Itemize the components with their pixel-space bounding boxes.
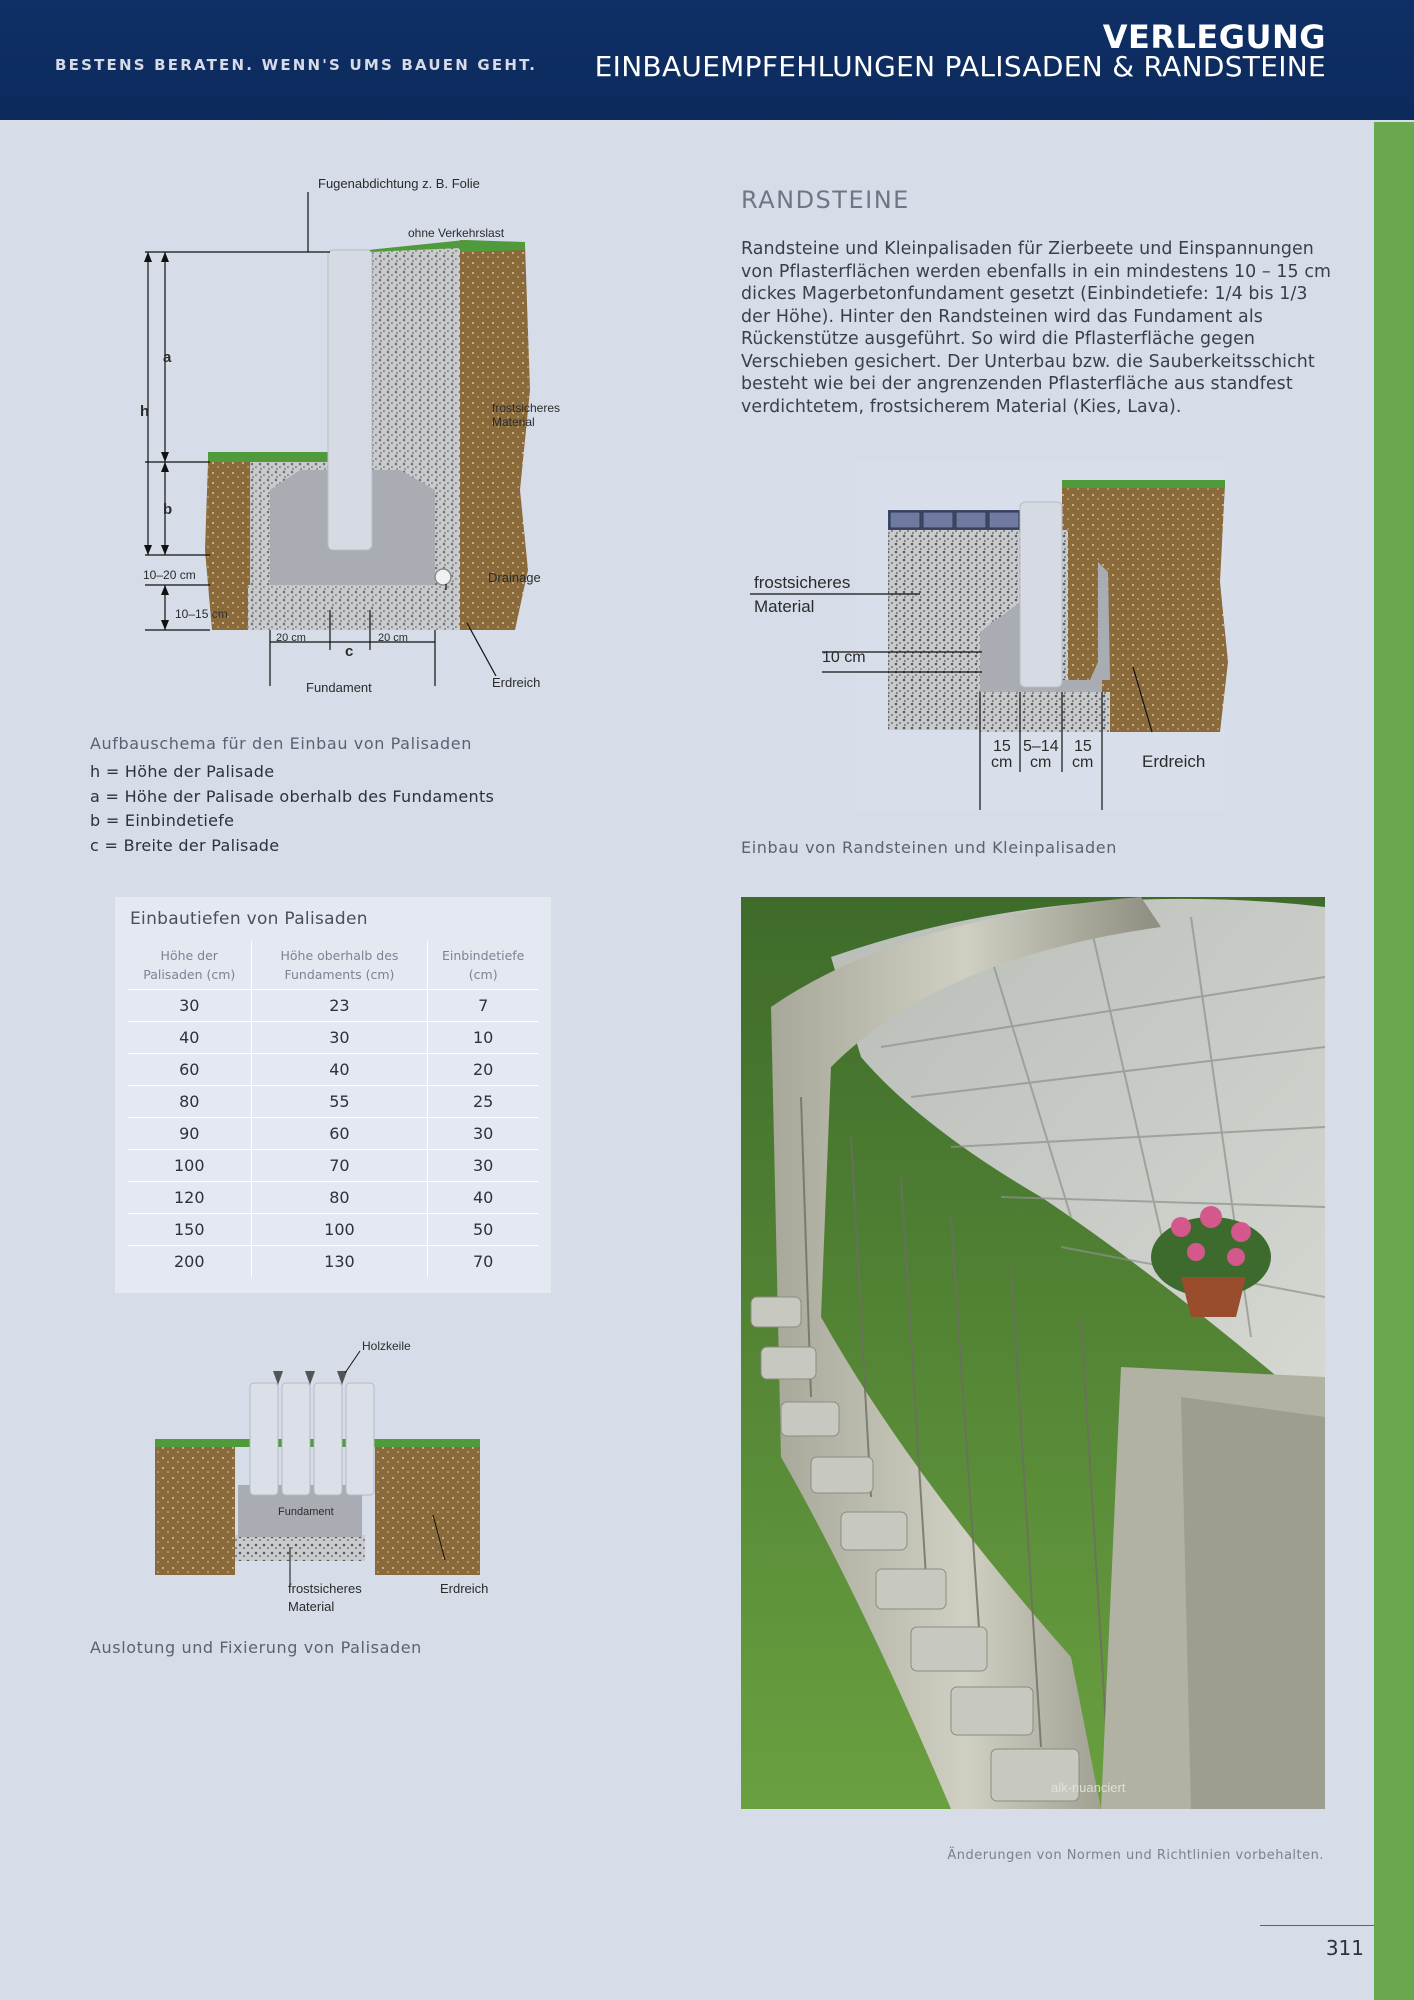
table-title: Einbautiefen von Palisaden xyxy=(130,909,368,929)
page-divider xyxy=(1260,1925,1374,1926)
table-cell: 40 xyxy=(128,1021,251,1053)
table-row xyxy=(128,1085,538,1117)
table-cell: 40 xyxy=(251,1053,428,1085)
table-cell: 25 xyxy=(428,1085,538,1117)
palisade-diagram xyxy=(130,176,561,700)
legend-item: h = Höhe der Palisade xyxy=(90,762,275,781)
table-header: Höhe der Palisaden (cm) xyxy=(128,941,251,989)
table-row xyxy=(128,1053,538,1085)
label-verkehrslast: ohne Verkehrslast xyxy=(408,226,505,240)
page-subtitle: EINBAUEMPFEHLUNGEN PALISADEN & RANDSTEINE xyxy=(594,50,1326,83)
label-10cm: 10 cm xyxy=(822,649,866,666)
label-c: c xyxy=(345,643,354,660)
tagline: BESTENS BERATEN. WENN'S UMS BAUEN GEHT. xyxy=(55,56,538,74)
label-a: a xyxy=(163,349,172,366)
label-material-1: frostsicheres xyxy=(492,401,561,415)
table-cell: 30 xyxy=(428,1149,538,1181)
label-erdreich: Erdreich xyxy=(492,675,541,690)
label-20cm-left: 20 cm xyxy=(276,632,306,644)
table-row xyxy=(128,1245,538,1277)
label-folie: Fugenabdichtung z. B. Folie xyxy=(318,176,480,191)
label-b: b xyxy=(163,501,173,518)
table-cell: 80 xyxy=(251,1181,428,1213)
table-cell: 150 xyxy=(128,1213,251,1245)
table-header: Einbindetiefe (cm) xyxy=(441,947,525,982)
label-15a: 15 xyxy=(993,738,1011,755)
curbstone-diagram xyxy=(750,462,1270,812)
table-cell: 60 xyxy=(251,1117,428,1149)
table-cell: 60 xyxy=(128,1053,251,1085)
label-material-d2b: Material xyxy=(754,597,815,616)
table-cell: 7 xyxy=(428,989,538,1021)
section-title: RANDSTEINE xyxy=(741,186,910,214)
label-material-3b: Material xyxy=(288,1599,335,1614)
section-body: Randsteine und Kleinpalisaden für Zierbeete und Einspannungen von Pflasterflächen werden ebenfalls in ein mindestens 10 – 15 cm dickes Magerbetonfundament gesetzt (Einbindetiefe: 1/4 bis 1/3 der Höhe). Hinter den Randsteinen wird das Fundament als Rückenstütze ausgeführt. So wird die Pflasterfläche gegen Verschieben gesichert. Der Unterbau bzw. die Sauberkeitsschicht besteht wie bei der angrenzenden Pflasterfläche aus standfest verdichtetem, frostsicherem Material (Kies, Lava). xyxy=(741,239,1332,417)
table-cell: 100 xyxy=(128,1149,251,1181)
table-row xyxy=(128,1181,538,1213)
label-holzkeile: Holzkeile xyxy=(362,1339,411,1353)
table-row xyxy=(128,1117,538,1149)
diagram2-caption: Einbau von Randsteinen und Kleinpalisaden xyxy=(741,838,1117,857)
table-cell: 80 xyxy=(128,1085,251,1117)
label-15b: 15 xyxy=(1074,738,1092,755)
table-header: Höhe oberhalb des Fundaments (cm) xyxy=(251,941,428,989)
table-row xyxy=(128,1149,538,1181)
table-cell: 90 xyxy=(128,1117,251,1149)
table-cell: 100 xyxy=(251,1213,428,1245)
table-cell: 30 xyxy=(128,989,251,1021)
header-banner xyxy=(0,0,1414,120)
table-cell: 55 xyxy=(251,1085,428,1117)
depth-table xyxy=(128,941,538,1277)
label-20cm-right: 20 cm xyxy=(378,632,408,644)
label-cm-b: cm xyxy=(1030,754,1052,771)
alignment-diagram xyxy=(150,1335,490,1620)
label-cm-a: cm xyxy=(991,754,1013,771)
label-material-2: Material xyxy=(492,415,535,429)
table-cell: 30 xyxy=(251,1021,428,1053)
label-cm-c: cm xyxy=(1072,754,1094,771)
footer-note: Änderungen von Normen und Richtlinien vorbehalten. xyxy=(947,1848,1324,1863)
diagram1-caption: Aufbauschema für den Einbau von Palisaden xyxy=(90,734,472,753)
table-cell: 23 xyxy=(251,989,428,1021)
label-erdreich-d2: Erdreich xyxy=(1142,752,1206,771)
label-drainage: Drainage xyxy=(488,570,541,585)
palisade-photo xyxy=(741,897,1325,1809)
table-cell: 30 xyxy=(428,1117,538,1149)
label-5-14: 5–14 xyxy=(1023,738,1059,755)
label-material-3a: frostsicheres xyxy=(288,1581,362,1596)
table-row xyxy=(128,989,538,1021)
label-fundament: Fundament xyxy=(306,680,372,695)
label-erdreich-3: Erdreich xyxy=(440,1581,489,1596)
label-fundament-3: Fundament xyxy=(278,1506,334,1518)
table-cell: 20 xyxy=(428,1053,538,1085)
table-cell: 130 xyxy=(251,1245,428,1277)
table-cell: 200 xyxy=(128,1245,251,1277)
diagram3-caption: Auslotung und Fixierung von Palisaden xyxy=(90,1638,422,1657)
legend-list xyxy=(90,760,494,858)
page-number: 311 xyxy=(1325,1936,1364,1960)
table-cell: 40 xyxy=(428,1181,538,1213)
legend-item: b = Einbindetiefe xyxy=(90,811,235,830)
photo-watermark: alk-nuanciert xyxy=(1051,1780,1126,1795)
table-cell: 10 xyxy=(428,1021,538,1053)
label-10-15: 10–15 cm xyxy=(175,607,228,621)
table-row xyxy=(128,1213,538,1245)
label-h: h xyxy=(140,403,150,420)
page-title: VERLEGUNG xyxy=(1102,18,1326,56)
legend-item: c = Breite der Palisade xyxy=(90,835,280,855)
legend-item: a = Höhe der Palisade oberhalb des Fundaments xyxy=(90,786,495,806)
label-material-d2a: frostsicheres xyxy=(754,573,851,592)
table-cell: 120 xyxy=(128,1181,251,1213)
side-accent-bar xyxy=(1374,122,1414,2000)
depth-table-box xyxy=(115,897,551,1293)
table-cell: 70 xyxy=(428,1245,538,1277)
table-row xyxy=(128,1021,538,1053)
label-10-20: 10–20 cm xyxy=(143,568,196,582)
table-cell: 50 xyxy=(428,1213,538,1245)
table-cell: 70 xyxy=(251,1149,428,1181)
